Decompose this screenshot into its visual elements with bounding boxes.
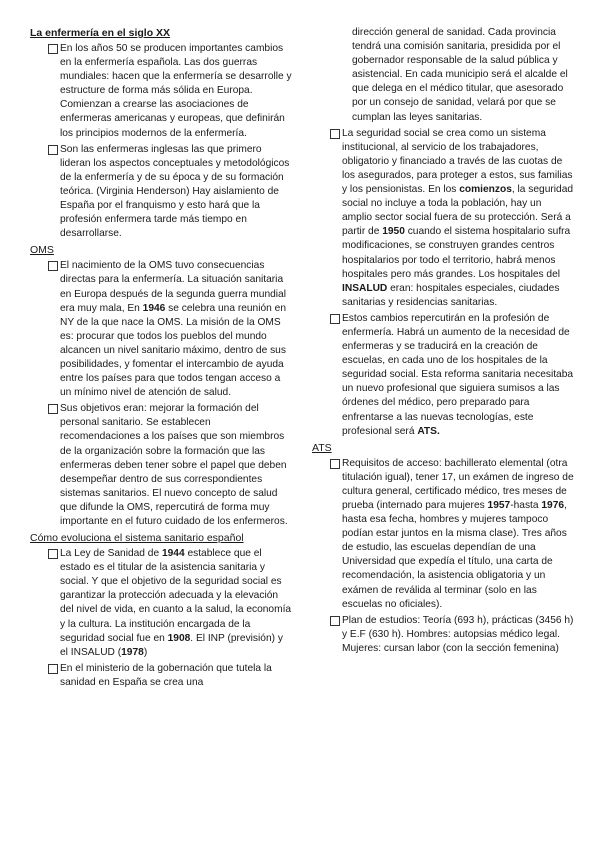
section-heading-evolucion: Cómo evoluciona el sistema sanitario español — [30, 532, 244, 545]
checkbox-icon — [48, 549, 58, 559]
right-column — [312, 26, 574, 658]
section-heading-ats: ATS — [312, 441, 332, 454]
left-column — [30, 26, 292, 692]
list-item — [30, 259, 292, 400]
item-text: En el ministerio de la gobernación que tutela la sanidad en España se crea una — [60, 662, 272, 688]
item-text: Estos cambios repercutirán en la profesión de enfermería. Habrá un aumento de la necesidad de enfermeras y se traducirá en la creación de escuelas, en cada uno de los hospitales de la seguridad social. Esta reforma sanitaria necesitaba un nuevo profesional que siguiera sumisos a las órdenes del médico, pero preparado para enfrentarse a las nuevas tecnologías, este profesional será ATS. — [342, 312, 574, 437]
list-item — [312, 457, 574, 612]
list-item — [30, 402, 292, 529]
checkbox-icon — [48, 664, 58, 674]
list-item — [30, 547, 292, 660]
item-text: En los años 50 se producen importantes cambios en la enfermería española. Las dos guerras mundiales: hacen que la enfermería se desarrolle y estructure de forma más sólida en Europa. Comienzan a crearse las asociaciones de enfermeras americanas y europeas, que definirán los principios modernos de la enfermería. — [60, 43, 292, 139]
section-heading-oms: OMS — [30, 244, 54, 257]
checkbox-icon — [330, 129, 340, 139]
item-text: La Ley de Sanidad de 1944 establece que el estado es el titular de la asistencia sanitaria y social. Y que el objetivo de la seguridad social es garantizar la protección adecuada y la elevación del nivel de vida, en cuanto a la salud, la economía y la cultura. La institución encargada de la seguridad social fue en 1908. El INP (previsión) y el INSALUD (1978) — [60, 548, 292, 658]
item-text: Son las enfermeras inglesas las que primero lideran los aspectos conceptuales y metodológicos de la enfermería y de su época y de su formación teórica. (Virginia Henderson) Hay aislamiento de España por el franquismo y esto hará que la profesión enfermera tarde más tiempo en desarrollarse. — [60, 143, 290, 240]
list-item — [30, 42, 292, 141]
checkbox-icon — [48, 44, 58, 54]
list-item-continuation — [312, 26, 574, 125]
item-text: La seguridad social se crea como un sistema institucional, al servicio de los trabajadores, obligatorio y financiado a través de las cuotas de los asegurados, para proteger a estos, sus familias y los pensionistas. En los comienzos, la seguridad social no incluye a toda la población, hay un amplio sector social fuera de su protección. Será a partir de 1950 cuando el sistema hospitalario sufra modificaciones, se construyen grandes centros hospitalarios por todo el territorio, habrá menos hospitales pero más grandes. Los hospitales del INSALUD eran: hospitales especiales, ciudades sanitarias y residencias sanitarias. — [342, 127, 574, 308]
item-text: El nacimiento de la OMS tuvo consecuencias directas para la enfermería. La situación sanitaria en Europa después de la segunda guerra mundial era muy mala, En 1946 se celebra una reunión en NY de la que nace la OMS. La misión de la OMS es: procurar que todos los pueblos del mundo alcancen un nivel sanitario máximo, dentro de sus posibilidades, y fomentar el intercambio de ayuda entre los países para que todos tengan acceso a un mínimo nivel de atención de salud. — [60, 260, 286, 399]
section-heading-enfermeria: La enfermería en el siglo XX — [30, 27, 171, 39]
checkbox-icon — [330, 459, 340, 469]
checkbox-icon — [330, 616, 340, 626]
checkbox-icon — [48, 261, 58, 271]
list-item — [312, 312, 574, 439]
list-item — [30, 143, 292, 242]
item-text: Sus objetivos eran: mejorar la formación del personal sanitario. Se establecen recomendaciones a los países que son miembros de la organización sobre la formación que las enfermeras deben tener sobre el papel que deben desempeñar dentro de sus correspondientes sistemas sanitarios. El nuevo concepto de salud que difunde la OMS, repercutirá de forma muy importante en el futuro cuidado de los enfermeros. — [60, 403, 288, 527]
checkbox-icon — [48, 404, 58, 414]
checkbox-icon — [330, 314, 340, 324]
item-text: Plan de estudios: Teoría (693 h), prácticas (3456 h) y E.F (630 h). Hombres: autopsias médico legal. Mujeres: cursan labor (con la sección femenina) — [342, 614, 574, 654]
list-item — [30, 662, 292, 690]
checkbox-icon — [48, 145, 58, 155]
item-text: Requisitos de acceso: bachillerato elemental (otra titulación igual), tener 17, un exámen de ingreso de cultura general, certificado médico, tres meses de prueba (internado para mujeres 1957-hasta 1976, hasta esa fecha, hombres y mujeres tampoco podían estar juntos en la misma clase). Tres años de estudio, las escuelas dependían de una Universidad que expedía el título, una carta de recomendación, la asistencia obligatoria y un exámen de reválida al terminar (solo en las escuelas no oficiales). — [342, 457, 574, 610]
list-item — [312, 127, 574, 310]
list-item — [312, 614, 574, 656]
item-text: dirección general de sanidad. Cada provincia tendrá una comisión sanitaria, presidida por el gobernador responsable de la salud pública y asistencial. En cada municipio será el alcalde el que delega en el médico titular, que asesorado por un consejo de sanidad, velará por que se cumplan las leyes sanitarias. — [352, 27, 568, 123]
